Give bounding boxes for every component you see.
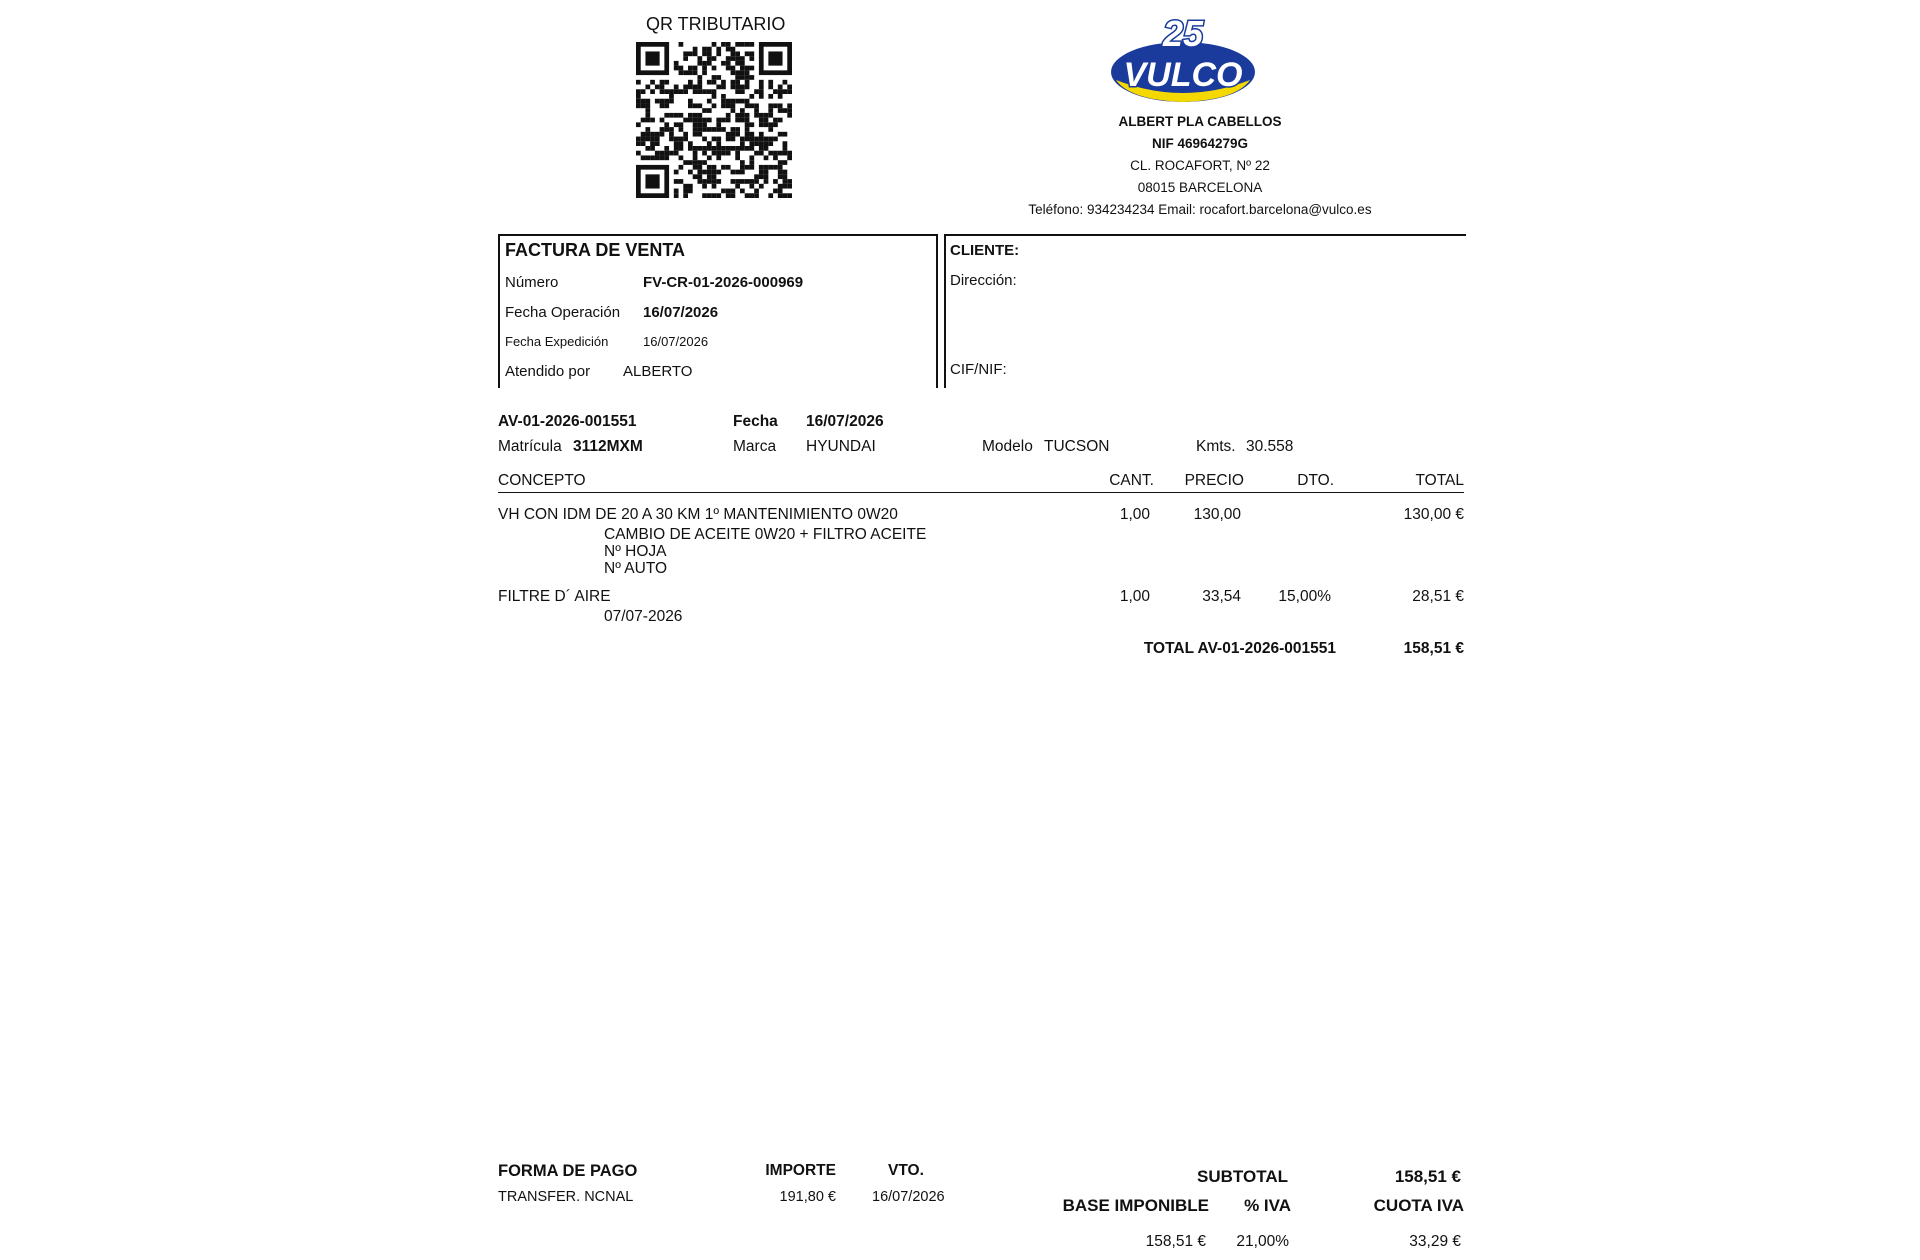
header-total: TOTAL — [1415, 472, 1464, 489]
row-2-sub-1: 07/07-2026 — [604, 608, 683, 625]
company-contact: Teléfono: 934234234 Email: rocafort.barcelona@vulco.es — [1028, 202, 1372, 217]
company-city: 08015 BARCELONA — [1137, 180, 1263, 195]
cliente-label: CLIENTE: — [950, 242, 1020, 259]
forma-pago-value: TRANSFER. NCNAL — [498, 1189, 634, 1205]
base-imponible-value: 158,51 € — [1145, 1233, 1206, 1250]
header-dto: DTO. — [1297, 472, 1334, 489]
fecha-expedicion-label: Fecha Expedición — [505, 334, 609, 349]
header-divider — [498, 492, 1464, 493]
subtotal-value: 158,51 € — [1394, 1167, 1461, 1186]
kmts-label: Kmts. — [1196, 438, 1236, 455]
company-nif: NIF 46964279G — [1151, 136, 1249, 151]
header-cant: CANT. — [1109, 472, 1154, 489]
atendido-value: ALBERTO — [623, 363, 693, 380]
matricula-value: 3112MXM — [573, 438, 643, 455]
cif-label: CIF/NIF: — [950, 361, 1007, 378]
numero-label: Número — [505, 274, 559, 291]
header-concepto: CONCEPTO — [498, 472, 586, 489]
modelo-value: TUCSON — [1044, 438, 1110, 455]
logo-brand: VULCO — [1123, 56, 1243, 94]
company-name: ALBERT PLA CABELLOS — [1118, 114, 1282, 129]
marca-value: HYUNDAI — [806, 438, 876, 455]
row-2-concepto: FILTRE D´ AIRE — [498, 588, 611, 605]
row-1-cant: 1,00 — [1119, 506, 1150, 523]
invoice-title: FACTURA DE VENTA — [505, 240, 685, 260]
fecha-operacion: 16/07/2026 — [643, 304, 719, 321]
forma-pago-label: FORMA DE PAGO — [498, 1162, 638, 1180]
order-total-value: 158,51 € — [1403, 640, 1464, 657]
order-fecha: 16/07/2026 — [806, 413, 884, 430]
row-1-concepto: VH CON IDM DE 20 A 30 KM 1º MANTENIMIENTO 0W20 — [498, 506, 898, 523]
invoice-number: FV-CR-01-2026-000969 — [643, 274, 804, 291]
row-1-sub-2: Nº HOJA — [604, 543, 667, 560]
row-1-total: 130,00 € — [1403, 506, 1464, 523]
direccion-label: Dirección: — [950, 272, 1017, 289]
base-imponible-label: BASE IMPONIBLE — [1062, 1196, 1209, 1215]
kmts-value: 30.558 — [1246, 438, 1294, 455]
qr-title: QR TRIBUTARIO — [646, 14, 786, 34]
cuota-iva-value: 33,29 € — [1409, 1233, 1461, 1250]
atendido-label: Atendido por — [505, 363, 591, 380]
client-box — [944, 234, 1466, 388]
order-total-label: TOTAL AV-01-2026-001551 — [1143, 640, 1336, 657]
order-fecha-label: Fecha — [733, 413, 778, 430]
modelo-label: Modelo — [982, 438, 1033, 455]
vto-value: 16/07/2026 — [872, 1189, 945, 1205]
fecha-expedicion: 16/07/2026 — [643, 334, 709, 349]
vto-label: VTO. — [888, 1162, 924, 1179]
qr-code — [636, 42, 792, 198]
header-precio: PRECIO — [1184, 472, 1244, 489]
vulco-logo — [1108, 10, 1258, 110]
row-1-sub-3: Nº AUTO — [604, 560, 668, 577]
marca-label: Marca — [733, 438, 777, 455]
row-1-sub-1: CAMBIO DE ACEITE 0W20 + FILTRO ACEITE — [604, 526, 927, 543]
iva-value: 21,00% — [1236, 1233, 1289, 1250]
row-2-precio: 33,54 — [1202, 588, 1241, 605]
order-id: AV-01-2026-001551 — [498, 413, 637, 430]
row-2-cant: 1,00 — [1119, 588, 1150, 605]
row-2-total: 28,51 € — [1412, 588, 1464, 605]
iva-label: % IVA — [1244, 1196, 1291, 1215]
row-2-dto: 15,00% — [1278, 588, 1331, 605]
cuota-iva-label: CUOTA IVA — [1373, 1196, 1464, 1215]
logo-number: 25 — [1162, 13, 1204, 54]
importe-label: IMPORTE — [765, 1162, 836, 1179]
importe-value: 191,80 € — [779, 1189, 836, 1205]
company-street: CL. ROCAFORT, Nº 22 — [1130, 158, 1270, 173]
fecha-operacion-label: Fecha Operación — [505, 304, 621, 321]
matricula-label: Matrícula — [498, 438, 562, 455]
subtotal-label: SUBTOTAL — [1197, 1167, 1288, 1186]
row-1-precio: 130,00 — [1193, 506, 1241, 523]
